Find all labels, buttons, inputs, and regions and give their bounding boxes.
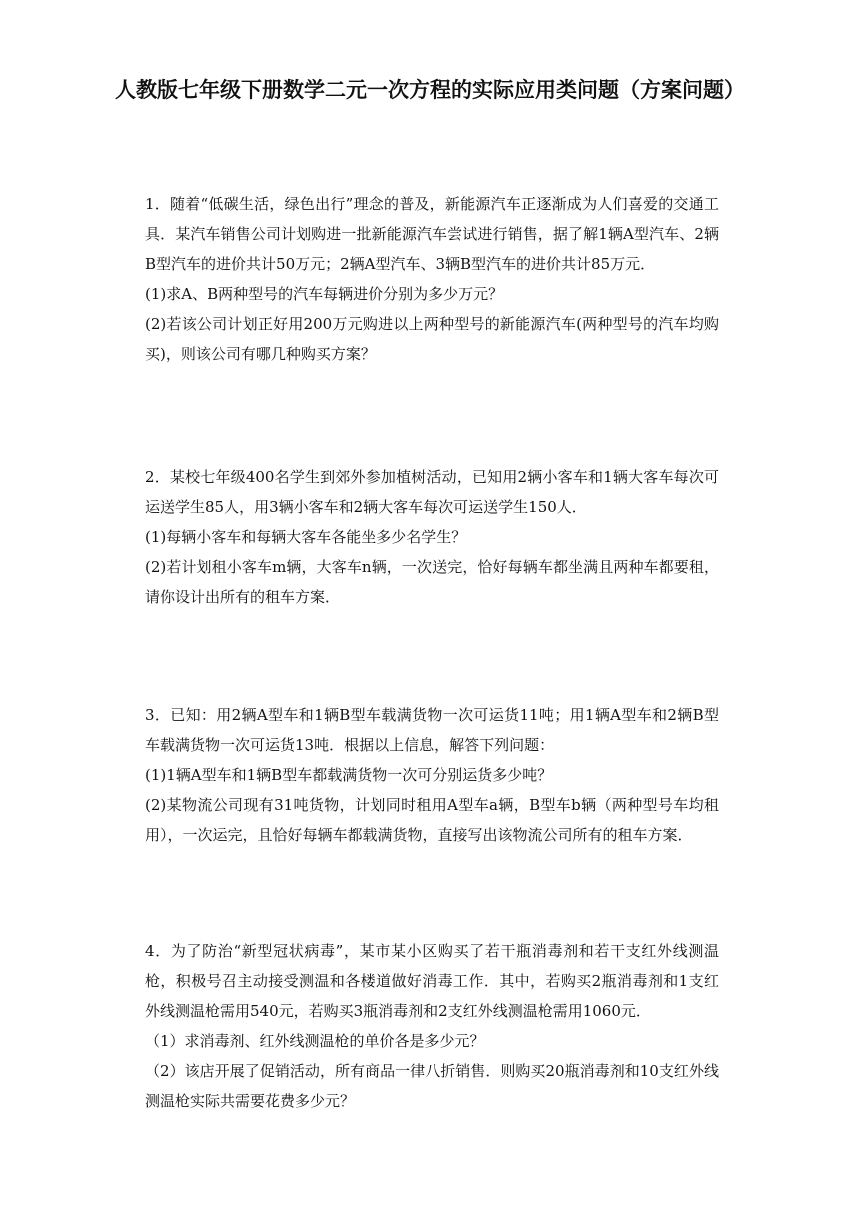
problem-2 — [145, 462, 719, 612]
problem-1-part-1: (1)求A、B两种型号的汽车每辆进价分别为多少万元？ — [145, 285, 504, 303]
problem-1-part-2: (2)若该公司计划正好用200万元购进以上两种型号的新能源汽车(两种型号的汽车均购买)，则该公司有哪几种购买方案？ — [145, 315, 719, 363]
problem-4 — [145, 936, 719, 1116]
problem-2-part-1: (1)每辆小客车和每辆大客车各能坐多少名学生？ — [145, 528, 467, 546]
page-title: 人教版七年级下册数学二元一次方程的实际应用类问题（方案问题） — [115, 78, 745, 102]
problem-4-part-2: （2）该店开展了促销活动，所有商品一律八折销售．则购买20瓶消毒剂和10支红外线测温枪实际共需要花费多少元？ — [145, 1062, 719, 1110]
problem-1-stem: 1．随着“低碳生活，绿色出行”理念的普及，新能源汽车正逐渐成为人们喜爱的交通工具．某汽车销售公司计划购进一批新能源汽车尝试进行销售，据了解1辆A型汽车、2辆B型汽车的进价共计50万元；2辆A型汽车、3辆B型汽车的进价共计85万元． — [145, 195, 719, 273]
problem-3-stem: 3．已知：用2辆A型车和1辆B型车载满货物一次可运货11吨；用1辆A型车和2辆B型车载满货物一次可运货13吨．根据以上信息，解答下列问题： — [145, 706, 719, 754]
problem-2-part-2: (2)若计划租小客车m辆，大客车n辆，一次送完，恰好每辆车都坐满且两种车都要租，请你设计出所有的租车方案． — [145, 558, 719, 606]
problem-3-part-2: (2)某物流公司现有31吨货物，计划同时租用A型车a辆，B型车b辆（两种型号车均租用），一次运完，且恰好每辆车都载满货物，直接写出该物流公司所有的租车方案． — [145, 796, 719, 844]
problem-3-part-1: (1)1辆A型车和1辆B型车都载满货物一次可分别运货多少吨？ — [145, 766, 553, 784]
problem-4-part-1: （1）求消毒剂、红外线测温枪的单价各是多少元？ — [145, 1032, 485, 1050]
problem-2-stem: 2．某校七年级400名学生到郊外参加植树活动，已知用2辆小客车和1辆大客车每次可运送学生85人，用3辆小客车和2辆大客车每次可运送学生150人． — [145, 468, 719, 516]
problem-1 — [145, 189, 719, 369]
problem-3 — [145, 700, 719, 850]
problem-4-stem: 4．为了防治“新型冠状病毒”，某市某小区购买了若干瓶消毒剂和若干支红外线测温枪，积极号召主动接受测温和各楼道做好消毒工作．其中，若购买2瓶消毒剂和1支红外线测温枪需用540元，若购买3瓶消毒剂和2支红外线测温枪需用1060元． — [145, 942, 719, 1020]
